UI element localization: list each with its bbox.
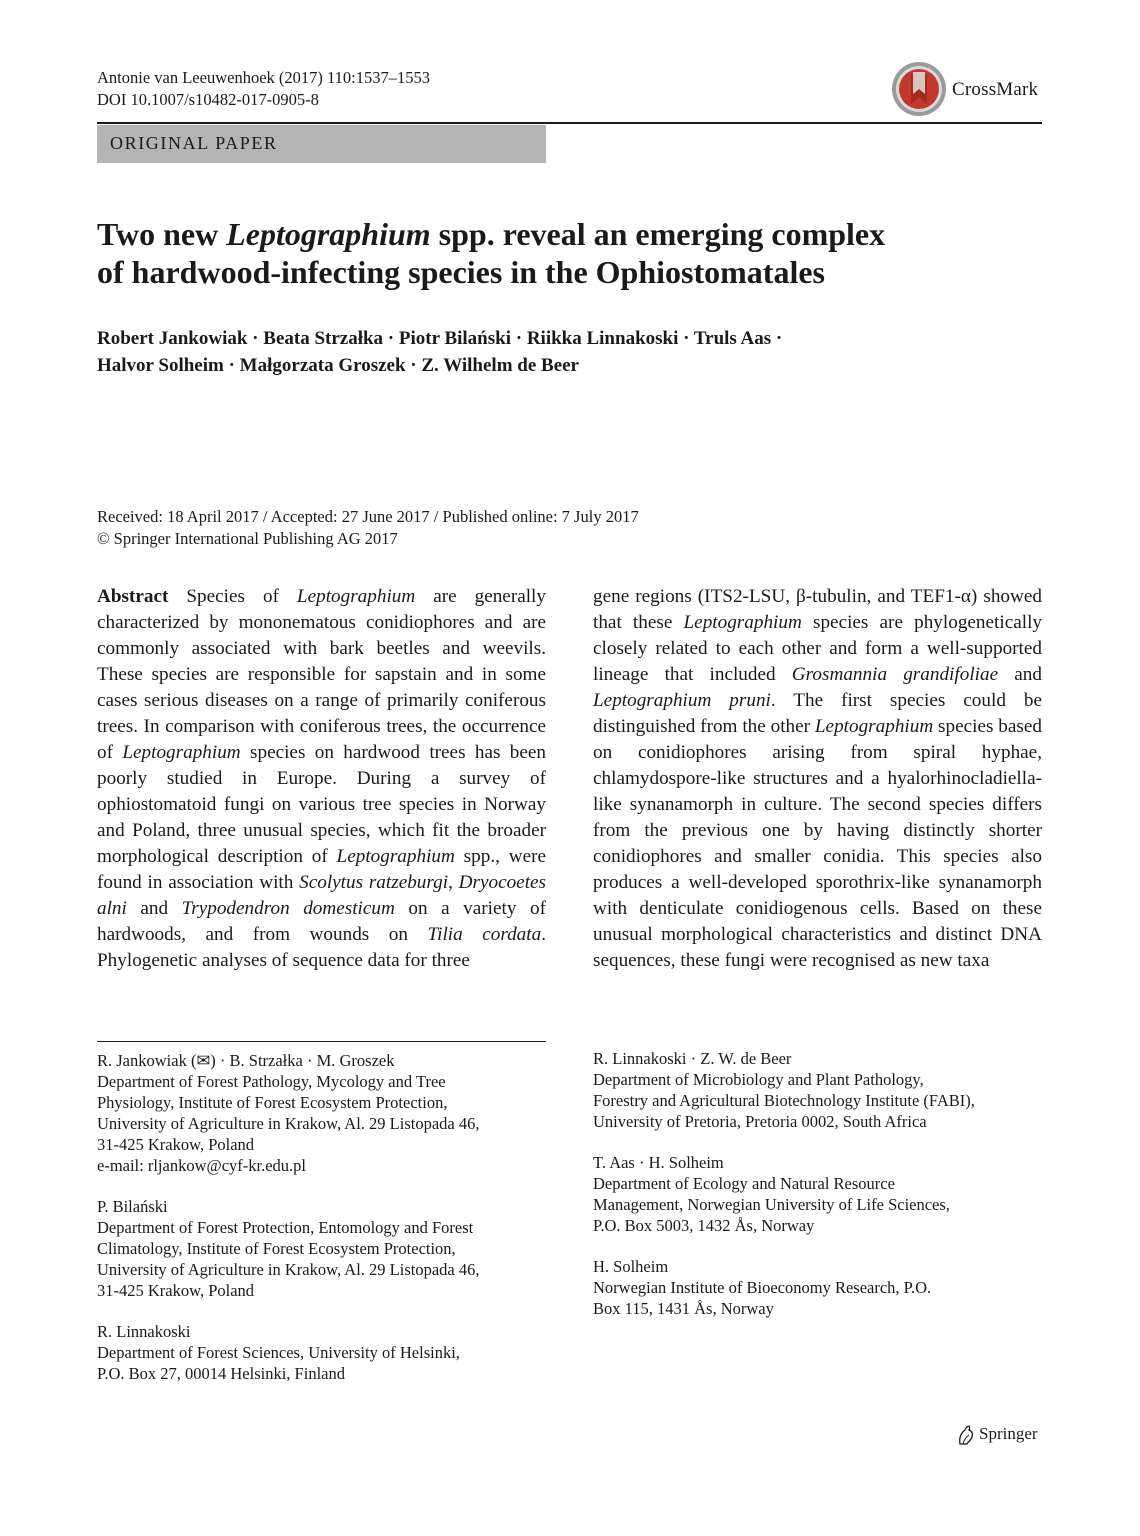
affiliation-block: [593, 1048, 1042, 1132]
publication-dates: [97, 506, 1037, 550]
affiliations-right: [593, 1048, 1042, 1339]
affiliation-names: P. Bilański: [97, 1197, 168, 1216]
affiliation-names: T. Aas · H. Solheim: [593, 1153, 724, 1172]
text-run: and: [998, 664, 1042, 685]
crossmark-icon: [890, 60, 948, 118]
affiliation-line: Department of Microbiology and Plant Pathology,: [593, 1070, 924, 1089]
italic-term: Grosmannia grandifoliae: [791, 664, 999, 685]
affiliation-block: [593, 1152, 1042, 1236]
abstract-label: Abstract: [97, 586, 169, 607]
crossmark-badge[interactable]: [890, 60, 1050, 122]
affiliation-line: University of Agriculture in Krakow, Al. 29 Listopada 46,: [97, 1260, 480, 1279]
text-run: species on hardwood trees has been poorly studied in Europe. During a survey of ophiostomatoid fungi on various tree species in Norway and Poland, three unusual species, which fit the broader morphological description of: [97, 742, 546, 867]
publisher-label: Springer: [979, 1424, 1038, 1443]
affiliation-line: Norwegian Institute of Bioeconomy Research, P.O.: [593, 1278, 932, 1297]
affiliation-line: University of Agriculture in Krakow, Al. 29 Listopada 46,: [97, 1114, 480, 1133]
affiliation-line: P.O. Box 27, 00014 Helsinki, Finland: [97, 1364, 345, 1383]
abstract-right-column: [593, 584, 1042, 974]
text-run: are generally characterized by mononematous conidiophores and are commonly associated with bark beetles and weevils. These species are responsible for sapstain and in some cases serious diseases on a range of primarily coniferous trees. In comparison with coniferous trees, the occurrence of: [97, 586, 546, 763]
journal-citation: [97, 67, 430, 111]
section-banner: [97, 125, 546, 163]
affiliation-line: Department of Forest Pathology, Mycology and Tree: [97, 1072, 446, 1091]
affiliation-line: Management, Norwegian University of Life Sciences,: [593, 1195, 950, 1214]
dates-line: Received: 18 April 2017 / Accepted: 27 June 2017 / Published online: 7 July 2017: [97, 507, 639, 526]
affiliation-line: Department of Ecology and Natural Resource: [593, 1174, 895, 1193]
header-rule: [97, 122, 1042, 124]
crossmark-label: CrossMark: [952, 79, 1039, 100]
affiliation-line: Climatology, Institute of Forest Ecosystem Protection,: [97, 1239, 456, 1258]
title-italic: Leptographium: [226, 216, 431, 252]
italic-term: Leptographium: [814, 716, 934, 737]
affiliation-line: Department of Forest Protection, Entomology and Forest: [97, 1218, 474, 1237]
italic-term: Scolytus ratzeburgi: [299, 872, 449, 893]
text-run: species based on conidiophores arising from spiral hyphae, chlamydospore-like structures and a hyalorhinocladiella-like synanamorph in culture. The second species differs from the previous one by having distinctly shorter conidiophores and smaller conidia. This species also produces a well-developed sporothrix-like synanamorph with denticulate conidiogenous cells. Based on these unusual morphological characteristics and distinct DNA sequences, these fungi were recognised as new taxa: [593, 716, 1042, 971]
text-run: spp., were found in association with: [97, 846, 546, 893]
publisher-logo: [955, 1424, 1055, 1448]
italic-term: Tilia cordata: [427, 924, 542, 945]
author-list: [97, 325, 1037, 379]
affiliation-names: R. Linnakoski: [97, 1322, 191, 1341]
section-label: ORIGINAL PAPER: [110, 133, 278, 153]
affiliation-line: Department of Forest Sciences, University of Helsinki,: [97, 1343, 460, 1362]
affiliation-line: Physiology, Institute of Forest Ecosystem Protection,: [97, 1093, 448, 1112]
affiliation-block: [97, 1196, 546, 1301]
italic-term: Leptographium: [122, 742, 241, 763]
affiliation-line: Box 115, 1431 Ås, Norway: [593, 1299, 774, 1318]
affiliation-names: H. Solheim: [593, 1257, 669, 1276]
text-run: Species of: [168, 586, 297, 607]
italic-term: Trypodendron domesticum: [181, 898, 395, 919]
affiliations-left: [97, 1050, 546, 1404]
italic-term: Dryocoetes alni: [97, 872, 547, 919]
copyright-line: © Springer International Publishing AG 2017: [97, 529, 398, 548]
journal-line: Antonie van Leeuwenhoek (2017) 110:1537–1553: [97, 68, 430, 87]
abstract-right-text: [593, 586, 1042, 971]
title-line2: of hardwood-infecting species in the Ophiostomatales: [97, 254, 825, 290]
affiliation-block: [593, 1256, 1042, 1319]
affiliation-line: 31-425 Krakow, Poland: [97, 1281, 255, 1300]
affiliation-line: University of Pretoria, Pretoria 0002, South Africa: [593, 1112, 927, 1131]
text-run: and: [126, 898, 182, 919]
authors-line1: Robert Jankowiak · Beata Strzałka · Piotr Bilański · Riikka Linnakoski · Truls Aas ·: [97, 328, 783, 349]
footnote-rule: [97, 1041, 546, 1042]
text-run: on a variety of hardwoods, and from wounds on: [97, 898, 546, 945]
italic-term: Leptographium pruni: [593, 690, 771, 711]
affiliation-block: [97, 1050, 546, 1176]
text-run: . Phylogenetic analyses of sequence data for three: [97, 924, 546, 971]
italic-term: Leptographium: [336, 846, 455, 867]
affiliation-line[interactable]: e-mail: rljankow@cyf-kr.edu.pl: [97, 1156, 307, 1175]
affiliation-line: P.O. Box 5003, 1432 Ås, Norway: [593, 1216, 815, 1235]
text-run: species are phylogenetically closely related to each other and form a well-supported lineage that included: [593, 612, 1042, 685]
article-title: [97, 215, 997, 291]
affiliation-names: R. Jankowiak (✉) · B. Strzałka · M. Groszek: [97, 1051, 395, 1070]
authors-line2: Halvor Solheim · Małgorzata Groszek · Z. Wilhelm de Beer: [97, 355, 579, 376]
affiliation-names: R. Linnakoski · Z. W. de Beer: [593, 1049, 792, 1068]
affiliation-block: [97, 1321, 546, 1384]
abstract-left-column: [97, 584, 546, 974]
text-run: . The first species could be distinguished from the other: [593, 690, 1042, 737]
text-run: ,: [448, 872, 459, 893]
doi-line[interactable]: DOI 10.1007/s10482-017-0905-8: [97, 90, 319, 109]
title-part2: spp. reveal an emerging complex: [430, 216, 886, 252]
affiliation-line: 31-425 Krakow, Poland: [97, 1135, 255, 1154]
text-run: gene regions (ITS2-LSU, β-tubulin, and TEF1-α) showed that these: [593, 586, 1042, 633]
springer-horse-icon: [955, 1424, 977, 1446]
affiliation-line: Forestry and Agricultural Biotechnology Institute (FABI),: [593, 1091, 975, 1110]
abstract-left-text: [97, 586, 546, 971]
italic-term: Leptographium: [683, 612, 802, 633]
italic-term: Leptographium: [296, 586, 416, 607]
title-part1: Two new: [97, 216, 227, 252]
